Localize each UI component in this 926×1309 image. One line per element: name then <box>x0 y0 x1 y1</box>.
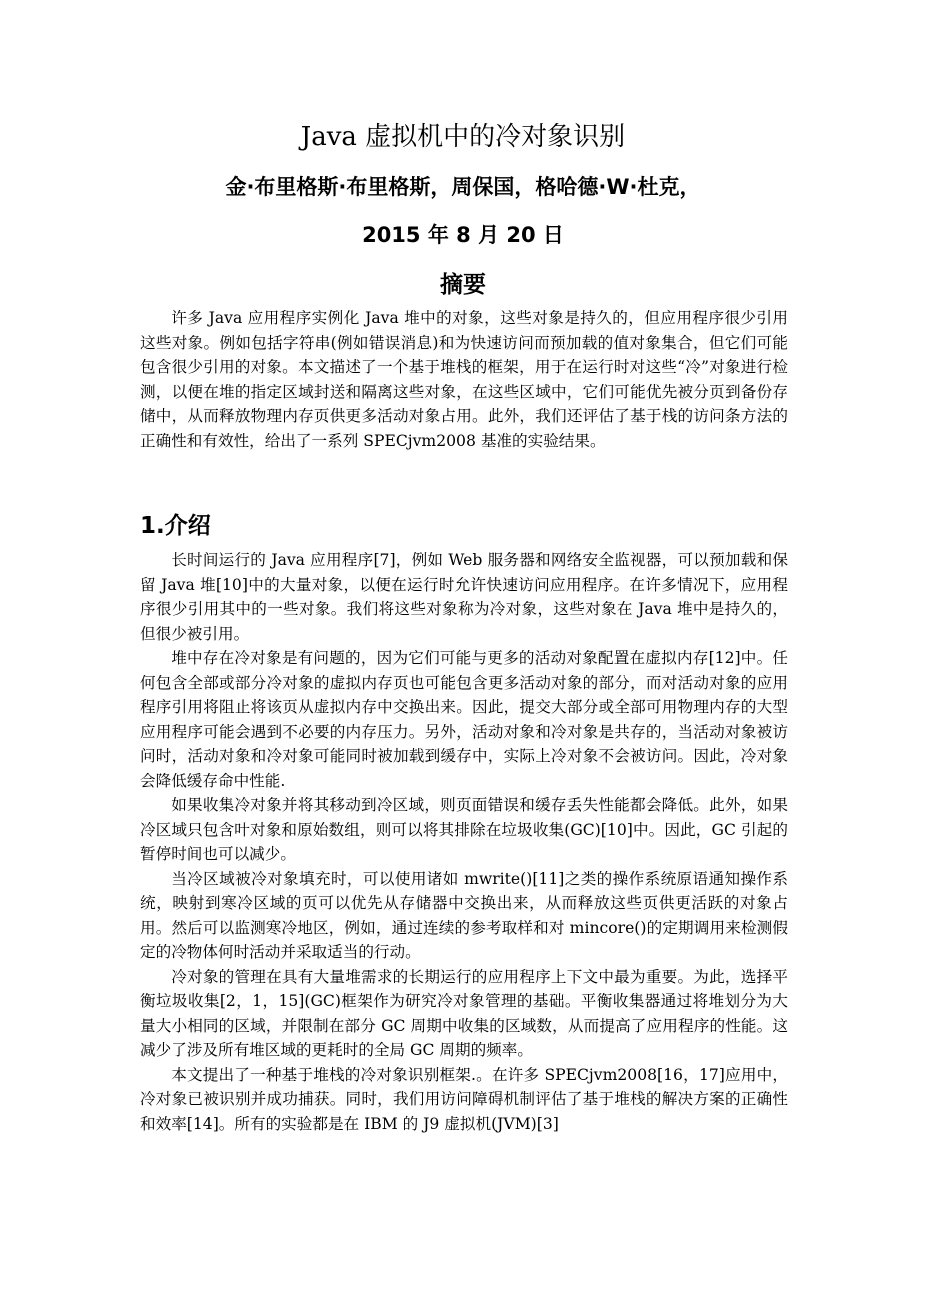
body-paragraph: 当冷区域被冷对象填充时，可以使用诸如 mwrite()[11]之类的操作系统原语通知操作系统，映射到寒冷区域的页可以优先从存储器中交换出来，从而释放这些页供更活跃的对象占用。然后可以监测寒冷地区，例如，通过连续的参考取样和对 mincore()的定期调用来检测假定的冷物体何时活动并采取适当的行动。 <box>140 869 788 961</box>
paper-authors: 金·布里格斯·布里格斯，周保国，格哈德·W·杜克， <box>225 175 701 199</box>
abstract-heading: 摘要 <box>440 272 486 298</box>
section-heading-introduction: 1.介绍 <box>140 513 211 539</box>
body-paragraph: 本文提出了一种基于堆栈的冷对象识别框架.。在许多 SPECjvm2008[16，17]应用中，冷对象已被识别并成功捕获。同时，我们用访问障碍机制评估了基于堆栈的解决方案的正确性和效率[14]。所有的实验都是在 IBM 的 J9 虚拟机(JVM)[3] <box>140 1065 788 1133</box>
body-paragraph: 长时间运行的 Java 应用程序[7]，例如 Web 服务器和网络安全监视器，可以预加载和保留 Java 堆[10]中的大量对象，以便在运行时允许快速访问应用程序。在许多情况下，应用程序很少引用其中的一些对象。我们将这些对象称为冷对象，这些对象在 Java 堆中是持久的，但很少被引用。 <box>140 551 788 643</box>
body-paragraph: 如果收集冷对象并将其移动到冷区域，则页面错误和缓存丢失性能都会降低。此外，如果冷区域只包含叶对象和原始数组，则可以将其排除在垃圾收集(GC)[10]中。因此，GC 引起的暂停时间也可以减少。 <box>140 796 788 863</box>
introduction-body <box>140 548 788 1136</box>
paper-date: 2015 年 8 月 20 日 <box>362 223 564 247</box>
paper-title: Java 虚拟机中的冷对象识别 <box>300 122 626 152</box>
abstract-paragraph: 许多 Java 应用程序实例化 Java 堆中的对象，这些对象是持久的，但应用程序很少引用这些对象。例如包括字符串(例如错误消息)和为快速访问而预加载的值对象集合，但它们可能包含很少引用的对象。本文描述了一个基于堆栈的框架，用于在运行时对这些“冷”对象进行检测，以便在堆的指定区域封送和隔离这些对象，在这些区域中，它们可能优先被分页到备份存储中，从而释放物理内存页供更多活动对象占用。此外，我们还评估了基于栈的访问条方法的正确性和有效性，给出了一系列 SPECjvm2008 基准的实验结果。 <box>140 309 788 450</box>
body-paragraph: 冷对象的管理在具有大量堆需求的长期运行的应用程序上下文中最为重要。为此，选择平衡垃圾收集[2，1，15](GC)框架作为研究冷对象管理的基础。平衡收集器通过将堆划分为大量大小相同的区域，并限制在部分 GC 周期中收集的区域数，从而提高了应用程序的性能。这减少了涉及所有堆区域的更耗时的全局 GC 周期的频率。 <box>140 967 788 1059</box>
abstract-body <box>140 306 788 453</box>
body-paragraph: 堆中存在冷对象是有问题的，因为它们可能与更多的活动对象配置在虚拟内存[12]中。任何包含全部或部分冷对象的虚拟内存页也可能包含更多活动对象的部分，而对活动对象的应用程序引用将阻止将该页从虚拟内存中交换出来。因此，提交大部分或全部可用物理内存的大型应用程序可能会遇到不必要的内存压力。另外，活动对象和冷对象是共存的，当活动对象被访问时，活动对象和冷对象可能同时被加载到缓存中，实际上冷对象不会被访问。因此，冷对象会降低缓存命中性能. <box>140 649 788 790</box>
